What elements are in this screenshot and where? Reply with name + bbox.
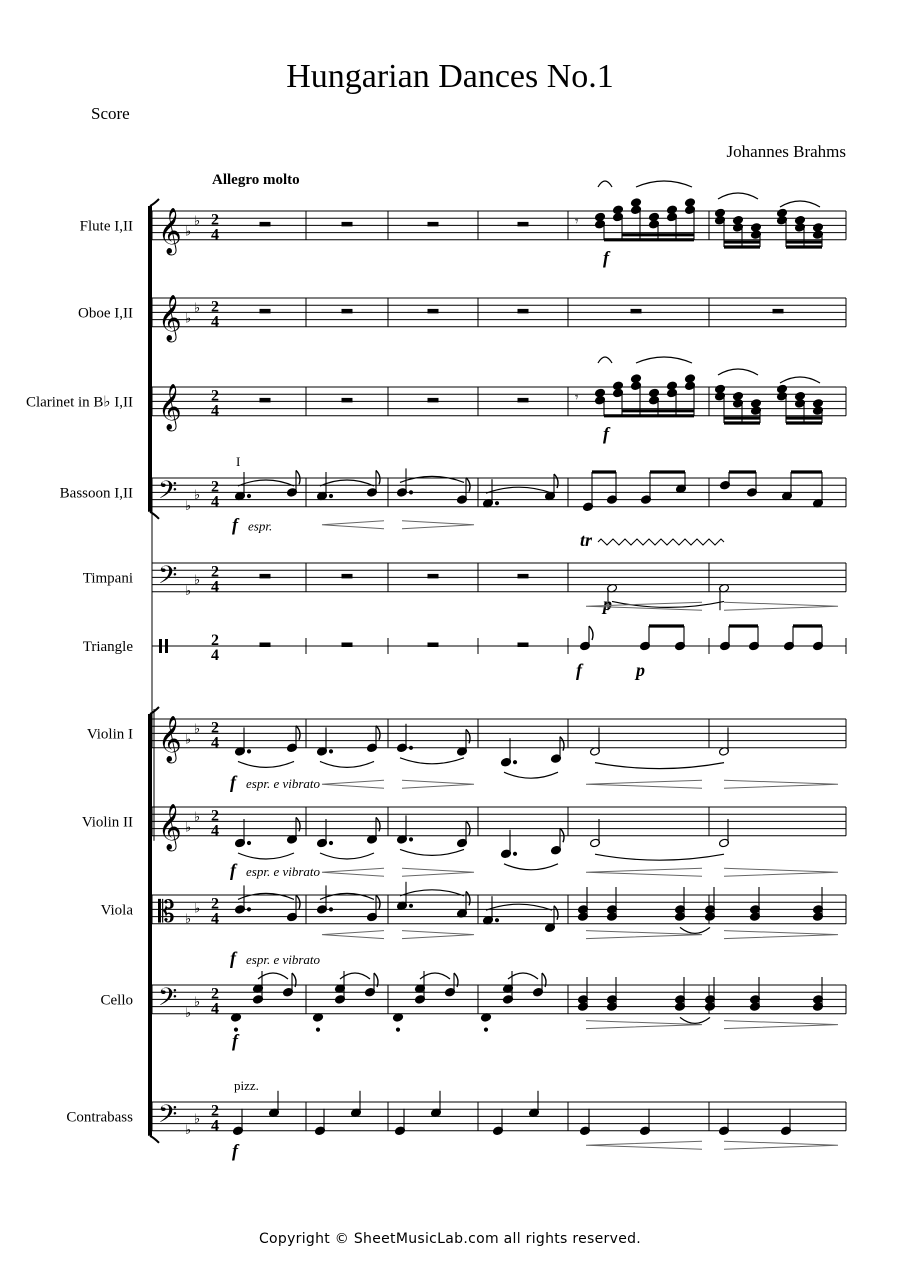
augmentation-dot [409,491,412,494]
augmentation-dot [329,841,332,844]
time-signature-top: 2 [211,632,219,649]
instrument-labels [26,218,133,1125]
time-signature-top: 2 [211,298,219,316]
slur [680,1017,710,1023]
score-label: Score [91,104,130,123]
instrument-label: Flute I,II [79,218,133,235]
diminuendo-hairpin [402,780,474,788]
clef-glyph: 𝄢 [158,1100,178,1135]
clef-glyph: 𝄢 [158,476,178,511]
staccato-dot [484,1028,487,1031]
time-signature-top: 2 [211,387,219,405]
flat-sign: ♭ [194,900,201,916]
time-signature-bottom: 4 [211,226,219,244]
time-signature-bottom: 4 [211,493,219,511]
whole-rest [428,398,438,402]
whole-rest [518,222,528,226]
flat-sign: ♭ [185,310,192,326]
forte-mark: f [230,772,236,793]
instrument-label: Bassoon I,II [59,485,133,502]
instrument-label: Clarinet in B♭ I,II [25,394,133,411]
crescendo-hairpin [322,780,384,788]
flat-sign: ♭ [185,497,192,513]
slur [238,853,294,859]
percussion-clef [159,639,162,653]
piano-mark: p [603,593,612,614]
whole-rest [518,398,528,402]
diminuendo-hairpin [724,780,838,788]
flat-sign: ♭ [194,299,201,315]
note-flag [466,729,470,743]
slur [718,369,758,375]
bracket-hook [150,512,159,519]
flat-sign: ♭ [185,223,192,239]
time-signature-top: 2 [211,719,219,737]
flat-sign: ♭ [194,720,201,736]
diminuendo-hairpin [586,1021,702,1029]
augmentation-dot [247,750,250,753]
composer-name: Johannes Brahms [726,142,846,161]
augmentation-dot [329,750,332,753]
clef-glyph: 𝄞 [158,804,182,850]
bracket-hook [150,199,159,206]
time-signature-bottom: 4 [211,1117,219,1135]
expression-text: espr. e vibrato [246,776,321,792]
slur [504,772,558,778]
clef-glyph: 𝄢 [158,983,178,1018]
time-signature-bottom: 4 [211,313,219,331]
whole-rest [260,574,270,578]
instrument-label: Contrabass [66,1109,133,1126]
clef-glyph: 𝄞 [158,208,182,254]
augmentation-dot [329,494,332,497]
flat-sign: ♭ [194,1111,201,1126]
crescendo-hairpin [586,868,702,876]
eighth-rest: 𝄾 [575,389,579,405]
note-flag [376,470,380,484]
forte-mark: f [603,247,609,268]
note-flag [296,470,300,484]
whole-rest [518,574,528,578]
augmentation-dot [409,838,412,841]
flat-sign: ♭ [185,1121,192,1137]
whole-rest [428,222,438,226]
time-signature-bottom: 4 [211,822,219,840]
slur [718,193,758,199]
flat-sign: ♭ [185,582,192,598]
whole-rest [518,643,528,647]
percussion-clef [165,639,168,653]
time-signature-bottom: 4 [211,1000,219,1018]
slur [636,357,692,363]
slur [238,893,294,899]
whole-rest [428,574,438,578]
whole-rest [631,309,641,313]
augmentation-dot [329,908,332,911]
time-signature-bottom: 4 [211,910,219,928]
score-title: Hungarian Dances No.1 [286,58,614,95]
instrument-label: Timpani [82,570,133,587]
slur [400,849,464,855]
augmentation-dot [409,904,412,907]
flat-sign: ♭ [185,819,192,835]
note-flag [376,817,380,831]
instrument-label: Cello [100,992,133,1009]
flat-sign: ♭ [185,911,192,927]
trill-line [598,539,724,545]
crescendo-hairpin [322,868,384,876]
instrument-label: Violin II [81,814,133,831]
augmentation-dot [495,919,498,922]
whole-rest [260,309,270,313]
flat-sign: ♭ [194,572,201,587]
note-flag [560,737,564,751]
augmentation-dot [495,502,498,505]
part-number: I [236,454,241,469]
clef-glyph: 𝄞 [158,384,182,430]
whole-rest [428,309,438,313]
clef-glyph: 𝄢 [158,561,178,596]
slur [780,377,820,383]
diminuendo-hairpin [402,931,474,939]
flat-sign: ♭ [194,487,201,502]
time-signature-top: 2 [211,563,219,581]
forte-mark: f [232,1030,238,1051]
forte-mark: f [230,948,236,969]
piano-mark: p [636,660,645,680]
diminuendo-hairpin [402,521,474,529]
staccato-dot [396,1028,399,1031]
diminuendo-hairpin [724,602,838,610]
eighth-rest: 𝄾 [575,213,579,229]
note-flag [560,828,564,842]
forte-mark: f [232,514,238,535]
slur [636,181,692,187]
diminuendo-hairpin [586,931,702,939]
pizz-mark: pizz. [234,1078,259,1093]
note-flag [376,726,380,740]
diminuendo-hairpin [724,868,838,876]
slur [595,763,724,769]
note-flag [589,626,593,640]
slur [320,893,374,899]
expression-text: espr. e vibrato [246,952,321,968]
augmentation-dot [247,908,250,911]
whole-rest [260,398,270,402]
slur [400,476,464,482]
instrument-label: Viola [100,902,133,919]
forte-mark: f [232,1140,238,1161]
whole-rest [773,309,783,313]
whole-rest [342,222,352,226]
augmentation-dot [247,841,250,844]
whole-rest [342,309,352,313]
note-flag [296,726,300,740]
clef-glyph: 𝄞 [158,716,182,762]
instrument-label: Triangle [82,639,133,655]
slur [598,181,612,187]
slur [320,853,374,859]
slur [400,758,464,764]
time-signature-top: 2 [211,478,219,496]
time-signature-top: 2 [211,211,219,229]
time-signature-bottom: 4 [211,734,219,752]
crescendo-hairpin [586,1141,702,1149]
diminuendo-hairpin [402,868,474,876]
instrument-label: Violin I [86,726,133,743]
flat-sign: ♭ [185,1004,192,1020]
diminuendo-hairpin [724,931,838,939]
clef-glyph: 𝄡 [158,895,175,930]
tempo-marking: Allegro molto [212,172,300,188]
crescendo-hairpin [322,521,384,529]
slur [680,927,710,933]
trill-mark: tr [580,530,593,550]
time-signature-top: 2 [211,895,219,913]
diminuendo-hairpin [724,1141,838,1149]
augmentation-dot [513,761,516,764]
augmentation-dot [513,852,516,855]
bracket-hook [150,1136,159,1143]
slur [598,357,612,363]
slur [238,761,294,767]
expression-text: espr. [248,518,273,534]
time-signature-bottom: 4 [211,578,219,596]
expression-text: espr. e vibrato [246,864,321,880]
note-flag [296,817,300,831]
time-signature-bottom: 4 [211,402,219,420]
note-flag [466,478,470,492]
slur [320,761,374,767]
augmentation-dot [409,746,412,749]
staccato-dot [316,1028,319,1031]
whole-rest [428,643,438,647]
time-signature-top: 2 [211,807,219,825]
note-flag [554,474,558,488]
slur [595,854,724,860]
forte-mark: f [576,660,582,680]
flat-sign: ♭ [194,994,201,1009]
flat-sign: ♭ [194,808,201,824]
whole-rest [342,398,352,402]
time-signature-bottom: 4 [211,647,219,664]
slur [780,201,820,207]
note-flag [466,891,470,905]
note-flag [554,906,558,920]
instrument-label: Oboe I,II [78,305,133,322]
flat-sign: ♭ [185,731,192,747]
copyright-footer: Copyright © SheetMusicLab.com all rights reserved. [258,1231,642,1247]
whole-rest [260,222,270,226]
crescendo-hairpin [322,931,384,939]
whole-rest [342,643,352,647]
augmentation-dot [247,494,250,497]
whole-rest [342,574,352,578]
slur [504,864,558,870]
forte-mark: f [230,860,236,881]
time-signature-top: 2 [211,1102,219,1120]
crescendo-hairpin [586,780,702,788]
whole-rest [260,643,270,647]
flat-sign: ♭ [194,212,201,228]
whole-rest [518,309,528,313]
clef-glyph: 𝄞 [158,295,182,341]
forte-mark: f [603,423,609,444]
diminuendo-hairpin [724,1021,838,1029]
time-signature-top: 2 [211,985,219,1003]
note-flag [466,821,470,835]
